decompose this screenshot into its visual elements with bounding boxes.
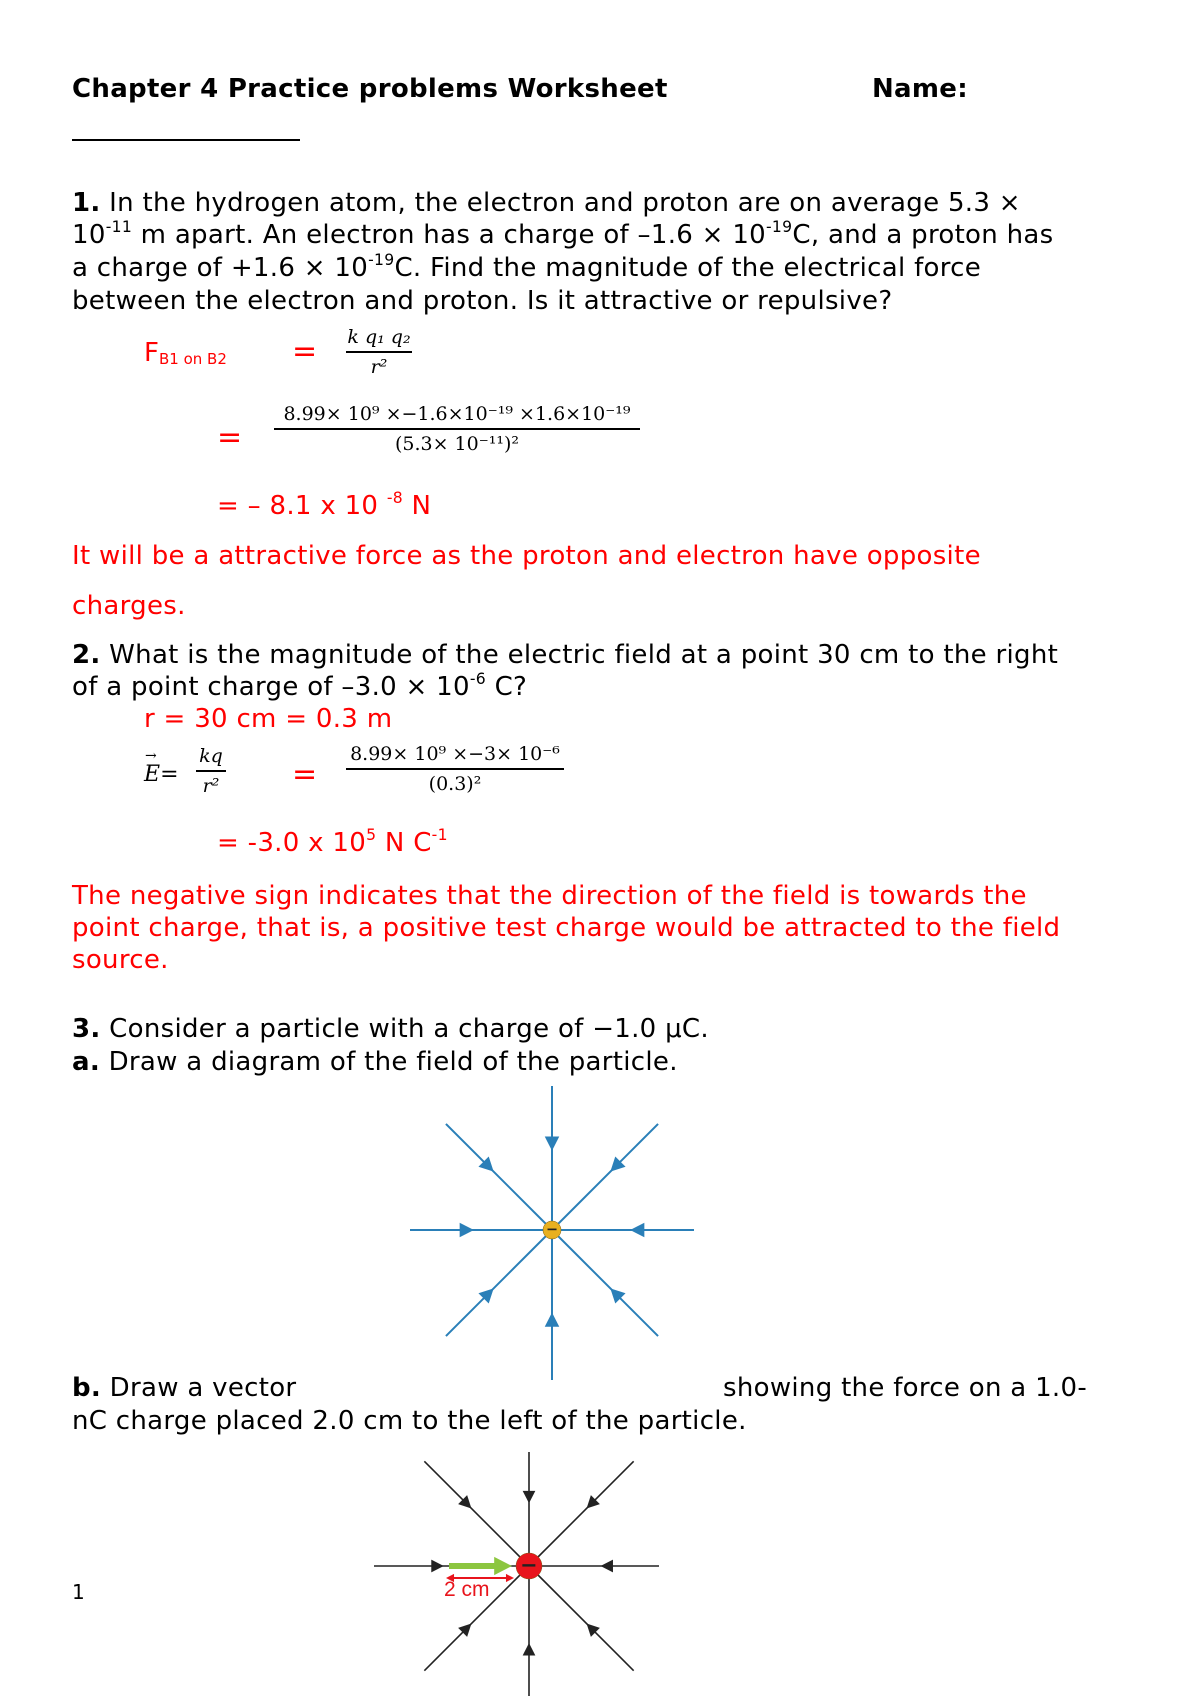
q1-line2-part: 10: [72, 220, 106, 250]
diagram-b-field-line: [529, 1461, 634, 1566]
q2-line1-text: What is the magnitude of the electric field at a point 30 cm to the right: [109, 640, 1059, 670]
q3-part-a-label: a.: [72, 1047, 101, 1077]
q1-line2-part: C, and a proton has: [792, 220, 1054, 250]
field-denominator: r²: [202, 775, 220, 797]
q1-number: 1.: [72, 188, 101, 218]
diagram-a-charge-sign: −: [545, 1222, 559, 1239]
diagram-b-arrow-icon: [523, 1491, 536, 1503]
q2-substitution-numerator: 8.99× 10⁹ ×−3× 10⁻⁶: [350, 743, 560, 765]
q3-part-a-text: Draw a diagram of the field of the particle.: [108, 1047, 678, 1077]
q3-line1-text: Consider a particle with a charge of −1.0 μC.: [109, 1014, 709, 1044]
distance-label: 2 cm: [444, 1578, 490, 1601]
q3-number: 3.: [72, 1014, 101, 1044]
q2-equals: =: [292, 757, 318, 792]
q3-part-b-text-b: showing the force on a 1.0-: [723, 1373, 1088, 1403]
q1-equals-1: =: [292, 334, 318, 369]
force-symbol: F: [144, 338, 159, 368]
vector-arrow-icon: →: [145, 748, 157, 764]
field-numerator: kq: [199, 745, 223, 767]
substitution-denominator: (5.3× 10⁻¹¹)²: [394, 433, 520, 455]
q2-line2-part: of a point charge of –3.0 × 10: [72, 672, 470, 702]
field-equals: =: [160, 762, 179, 787]
worksheet-title: Chapter 4 Practice problems Worksheet: [72, 74, 668, 104]
distance-arrow-right-icon: [506, 1574, 514, 1582]
page-number: 1: [72, 1580, 85, 1604]
q2-exponent: -6: [469, 670, 487, 689]
q1-line4: between the electron and proton. Is it attractive or repulsive?: [72, 286, 893, 316]
q2-substitution-denominator: (0.3)²: [428, 773, 482, 795]
diagram-b-field-line: [424, 1461, 529, 1566]
q1-result-part: N: [402, 491, 432, 521]
q3-part-b-text-a: Draw a vector: [109, 1373, 297, 1403]
q1-line2-part: m apart. An electron has a charge of –1.6 × 10: [132, 220, 766, 250]
q1-exponent: -11: [105, 218, 133, 237]
q2-answer-line3: source.: [72, 945, 169, 975]
q2-result-part: N C: [376, 828, 432, 858]
q1-equals-2: =: [217, 420, 243, 455]
diagram-b-arrow-icon: [431, 1560, 443, 1573]
q2-answer-line2: point charge, that is, a positive test charge would be attracted to the field: [72, 913, 1061, 943]
q1-line3-part: a charge of +1.6 × 10: [72, 253, 369, 283]
q1-line1-text: In the hydrogen atom, the electron and proton are on average 5.3 ×: [109, 188, 1021, 218]
force-vector-arrow-icon: [494, 1557, 512, 1575]
q2-given: r = 30 cm = 0.3 m: [144, 704, 393, 734]
q3-part-b-line2: nC charge placed 2.0 cm to the left of the particle.: [72, 1406, 747, 1436]
substitution-numerator: 8.99× 10⁹ ×−1.6×10⁻¹⁹ ×1.6×10⁻¹⁹: [283, 403, 631, 425]
coulomb-numerator: k q₁ q₂: [347, 326, 411, 348]
q1-exponent: -19: [368, 251, 395, 270]
q3-part-b-label: b.: [72, 1373, 102, 1403]
q1-result-exponent: -8: [386, 489, 403, 508]
diagram-b-field-line: [529, 1566, 634, 1671]
diagram-b-arrow-icon: [601, 1560, 613, 1573]
force-subscript: B1 on B2: [158, 350, 227, 368]
field-letter: E: [144, 762, 161, 787]
q2-number: 2.: [72, 640, 101, 670]
coulomb-denominator: r²: [370, 356, 388, 378]
q2-result-exponent: 5: [366, 826, 377, 845]
q1-answer-line1: It will be a attractive force as the proton and electron have opposite: [72, 541, 981, 571]
q2-result-exponent: -1: [431, 826, 448, 845]
diagram-b-arrow-icon: [523, 1643, 536, 1655]
q1-exponent: -19: [766, 218, 793, 237]
diagram-b-charge-sign: −: [520, 1552, 538, 1577]
q1-answer-line2: charges.: [72, 591, 186, 621]
name-label: Name:: [872, 74, 968, 104]
q2-answer-line1: The negative sign indicates that the direction of the field is towards the: [72, 881, 1027, 911]
q2-line2-part: C?: [486, 672, 528, 702]
q2-result-part: = -3.0 x 10: [217, 828, 367, 858]
q1-line3-part: C. Find the magnitude of the electrical force: [394, 253, 982, 283]
q1-result-part: = – 8.1 x 10: [217, 491, 387, 521]
